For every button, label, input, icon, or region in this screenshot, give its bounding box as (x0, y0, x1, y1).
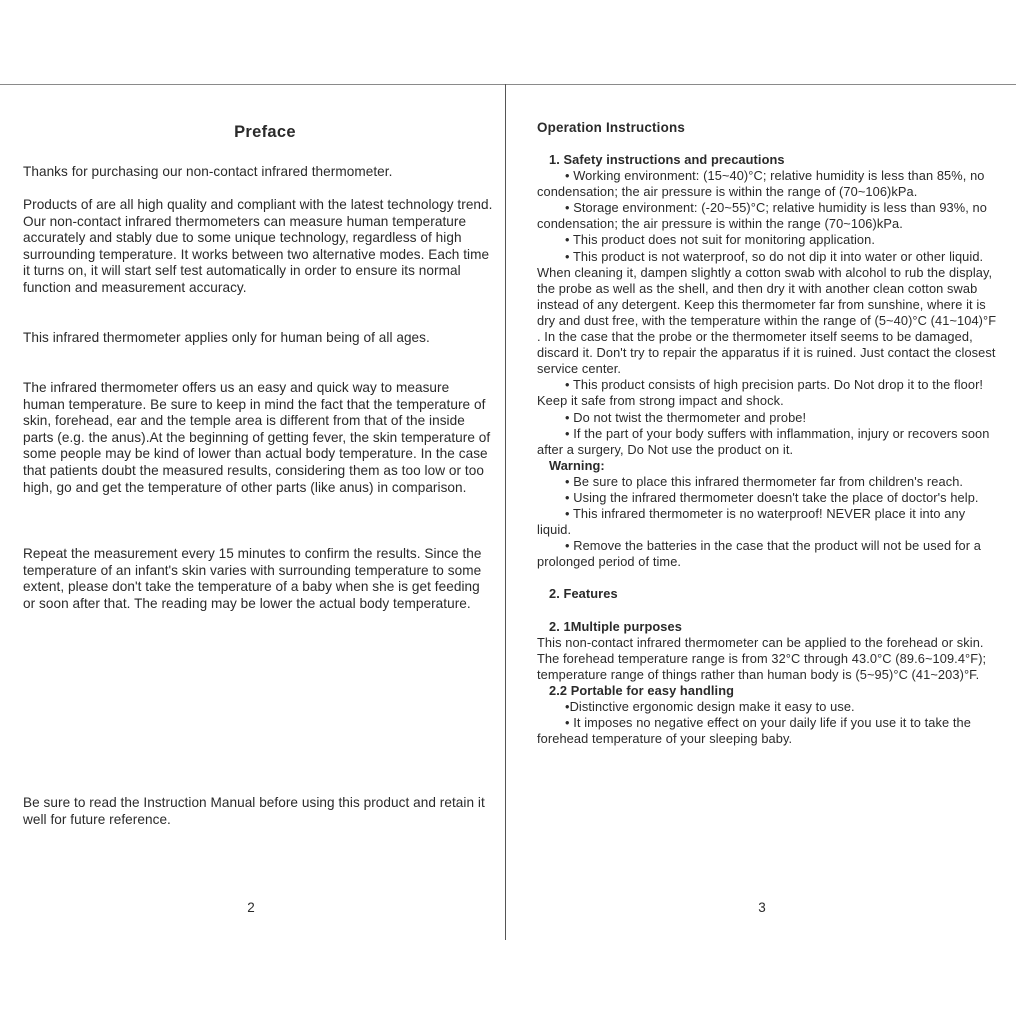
safety-item: • Do not twist the thermometer and probe! (565, 409, 807, 425)
warning-heading: Warning: (549, 457, 605, 473)
multiple-purposes-heading: 2. 1Multiple purposes (549, 618, 682, 634)
portable-item: •Distinctive ergonomic design make it easy to use. (565, 699, 855, 714)
preface-paragraph-1: Thanks for purchasing our non-contact infrared thermometer. (23, 164, 393, 179)
warning-item: • Remove the batteries in the case that the product will not be used for a prolonged period of time. (537, 538, 981, 570)
safety-item: • This product is not waterproof, so do not dip it into water or other liquid. When cleaning it, dampen slightly a cotton swab with alcohol to rub the display, the probe as well as the shell, and then dry it with another clean cotton swab instead of any detergent. Keep this thermometer far from sunshine, where it is dry and dust free, with the temperature within the range of (5~40)°C (41~104)°F . In the case that the probe or the thermometer itself seems to be damaged, discard it. Don't try to repair the apparatus if it is ruined. Just contact the closest service center. (537, 248, 997, 377)
safety-heading: 1. Safety instructions and precautions (549, 152, 785, 167)
safety-item: • If the part of your body suffers with inflammation, injury or recovers soon after a surgery, Do Not use the product on it. (537, 425, 990, 457)
page-number-left: 2 (247, 900, 255, 915)
portable-heading: 2.2 Portable for easy handling (549, 682, 735, 698)
multiple-purposes-text: This non-contact infrared thermometer can be applied to the forehead or skin. The forehead temperature range is from 32°C through 43.0°C (89.6~109.4°F); temperature range of things rather than human body is (5~95)°C (41~203)°F. (537, 634, 987, 682)
safety-item: • This product does not suit for monitoring application. (565, 232, 876, 248)
right-page-body (537, 152, 997, 747)
safety-item: • This product consists of high precision parts. Do Not drop it to the floor! Keep it safe from strong impact and shock. (537, 377, 984, 409)
page-gutter-divider (505, 84, 506, 940)
safety-item: • Storage environment: (-20~55)°C; relative humidity is less than 93%, no condensation; the air pressure is within the range (70~106)kPa. (537, 200, 987, 232)
preface-paragraph-2: Products of are all high quality and compliant with the latest technology trend. Our non-contact infrared thermometers can measure human temperature accurately and stably due to some unique technology, regardless of high surrounding temperature. It works between two alternative modes. Each time it turns on, it will start self test automatically in order to ensure its normal function and measurement accuracy. (23, 197, 493, 295)
preface-paragraph-4: The infrared thermometer offers us an easy and quick way to measure human temperature. Be sure to keep in mind the fact that the temperature of skin, forehead, ear and the temple area is different from that of the inside parts (e.g. the anus).At the beginning of getting fever, the skin temperature of some people may be kind of lower than actual body temperature. In the case that patients doubt the measured results, considering them as too low or too high, go and get the temperature of other parts (like anus) in comparison. (23, 380, 491, 495)
warning-item: • This infrared thermometer is no waterproof! NEVER place it into any liquid. (537, 506, 966, 538)
portable-item: • It imposes no negative effect on your daily life if you use it to take the forehead temperature of your sleeping baby. (537, 715, 971, 747)
preface-title: Preface (234, 123, 296, 141)
warning-item: • Using the infrared thermometer doesn't take the place of doctor's help. (565, 489, 979, 505)
preface-paragraph-5: Repeat the measurement every 15 minutes to confirm the results. Since the temperature of an infant's skin varies with surrounding temperature to some extent, please don't take the temperature of a baby when she is get feeding or soon after that. The reading may be lower the actual body temperature. (23, 546, 482, 611)
preface-paragraph-3: This infrared thermometer applies only for human being of all ages. (23, 330, 430, 345)
features-heading: 2. Features (549, 586, 618, 602)
operation-instructions-title: Operation Instructions (537, 120, 685, 135)
warning-item: • Be sure to place this infrared thermometer far from children's reach. (565, 473, 964, 489)
page-number-right: 3 (758, 900, 766, 915)
safety-item: • Working environment: (15~40)°C; relative humidity is less than 85%, no condensation; the air pressure is within the range of (70~106)kPa. (537, 168, 985, 200)
top-divider (0, 84, 1016, 85)
preface-paragraph-6: Be sure to read the Instruction Manual before using this product and retain it well for future reference. (23, 795, 485, 827)
spacer (537, 570, 997, 586)
spacer (537, 603, 997, 619)
